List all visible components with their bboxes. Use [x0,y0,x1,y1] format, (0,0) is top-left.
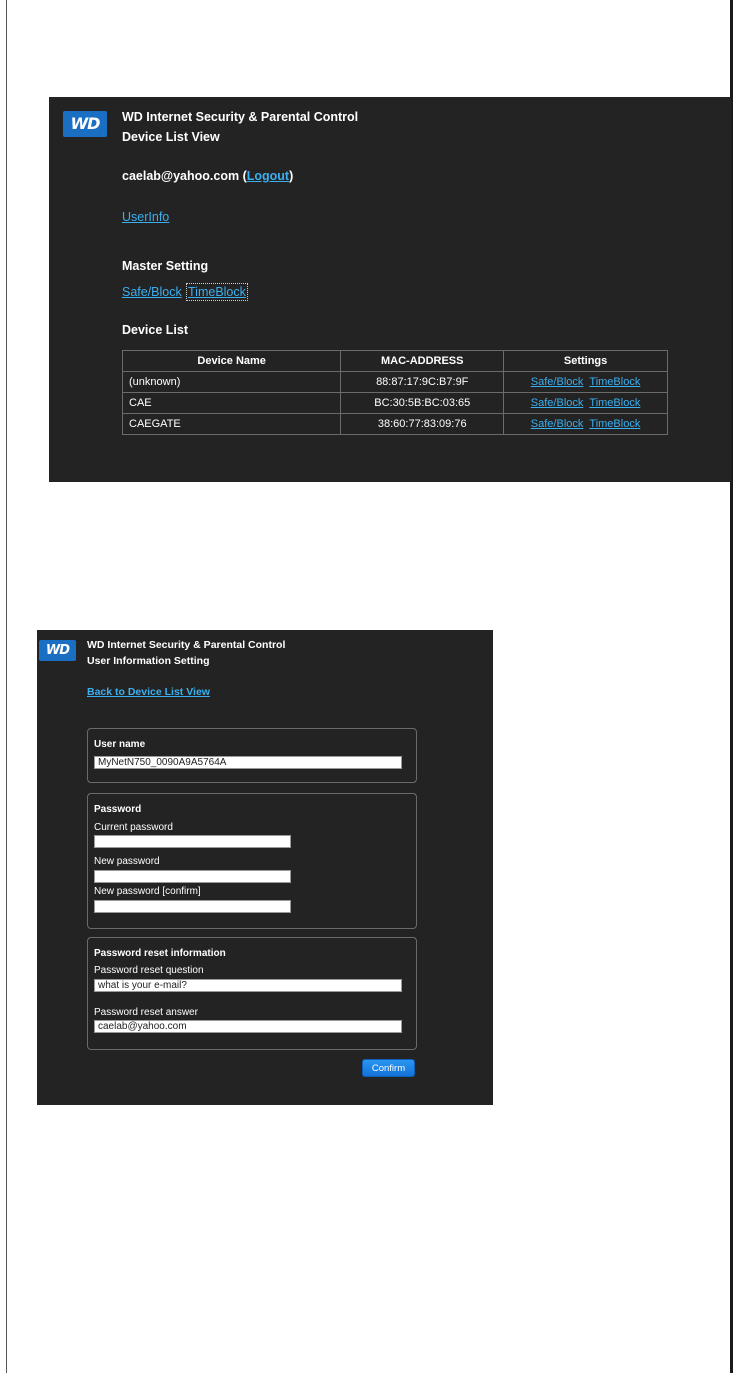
row-safe-block-link[interactable]: Safe/Block [530,418,584,430]
column-header-device-name: Device Name [123,351,341,372]
page-title: Device List View [122,130,220,144]
row-safe-block-link[interactable]: Safe/Block [530,397,584,409]
reset-answer-label: Password reset answer [94,1007,198,1018]
app-title: WD Internet Security & Parental Control [122,110,359,124]
logout-link[interactable]: Logout [246,169,290,183]
settings-cell [504,393,668,414]
password-reset-section [87,937,417,1050]
confirm-password-label: New password [confirm] [94,886,201,897]
row-timeblock-link[interactable]: TimeBlock [589,397,641,409]
device-name-cell: CAE [123,393,341,414]
master-timeblock-link[interactable]: TimeBlock [188,285,246,299]
user-name-section [87,728,417,783]
table-row [123,414,668,435]
column-header-settings: Settings [504,351,668,372]
table-row [123,393,668,414]
account-email: caelab@yahoo.com [122,169,240,183]
settings-cell [504,414,668,435]
page-title: User Information Setting [87,655,210,667]
user-info-view-panel [37,630,493,1105]
master-setting-heading: Master Setting [122,259,209,273]
row-timeblock-link[interactable]: TimeBlock [589,376,641,388]
page-border-left [6,0,7,1373]
mac-address-cell: BC:30:5B:BC:03:65 [341,393,504,414]
device-name-cell: (unknown) [123,372,341,393]
user-name-field[interactable] [94,756,402,769]
confirm-password-field[interactable] [94,900,291,913]
wd-logo-icon: WD [39,640,76,661]
back-to-device-list-link[interactable]: Back to Device List View [87,686,210,698]
device-table [122,350,668,435]
reset-question-label: Password reset question [94,965,204,976]
mac-address-cell: 88:87:17:9C:B7:9F [341,372,504,393]
confirm-button[interactable]: Confirm [362,1059,415,1077]
app-title: WD Internet Security & Parental Control [87,639,286,651]
account-line: caelab@yahoo.com (Logout) [122,169,294,183]
table-header-row [123,351,668,372]
reset-answer-field[interactable] [94,1020,402,1033]
device-name-cell: CAEGATE [123,414,341,435]
settings-cell [504,372,668,393]
device-list-view-panel [49,97,731,482]
column-header-mac-address: MAC-ADDRESS [341,351,504,372]
current-password-label: Current password [94,822,173,833]
mac-address-cell: 38:60:77:83:09:76 [341,414,504,435]
userinfo-link[interactable]: UserInfo [122,210,170,224]
current-password-field[interactable] [94,835,291,848]
device-list-heading: Device List [122,323,189,337]
password-section [87,793,417,929]
master-safe-block-link[interactable]: Safe/Block [122,285,182,299]
table-row [123,372,668,393]
row-timeblock-link[interactable]: TimeBlock [589,418,641,430]
wd-logo-icon: WD [63,111,107,137]
new-password-label: New password [94,856,160,867]
password-reset-heading: Password reset information [94,948,226,959]
new-password-field[interactable] [94,870,291,883]
password-heading: Password [94,804,142,815]
reset-question-field[interactable] [94,979,402,992]
user-name-heading: User name [94,739,146,750]
row-safe-block-link[interactable]: Safe/Block [530,376,584,388]
